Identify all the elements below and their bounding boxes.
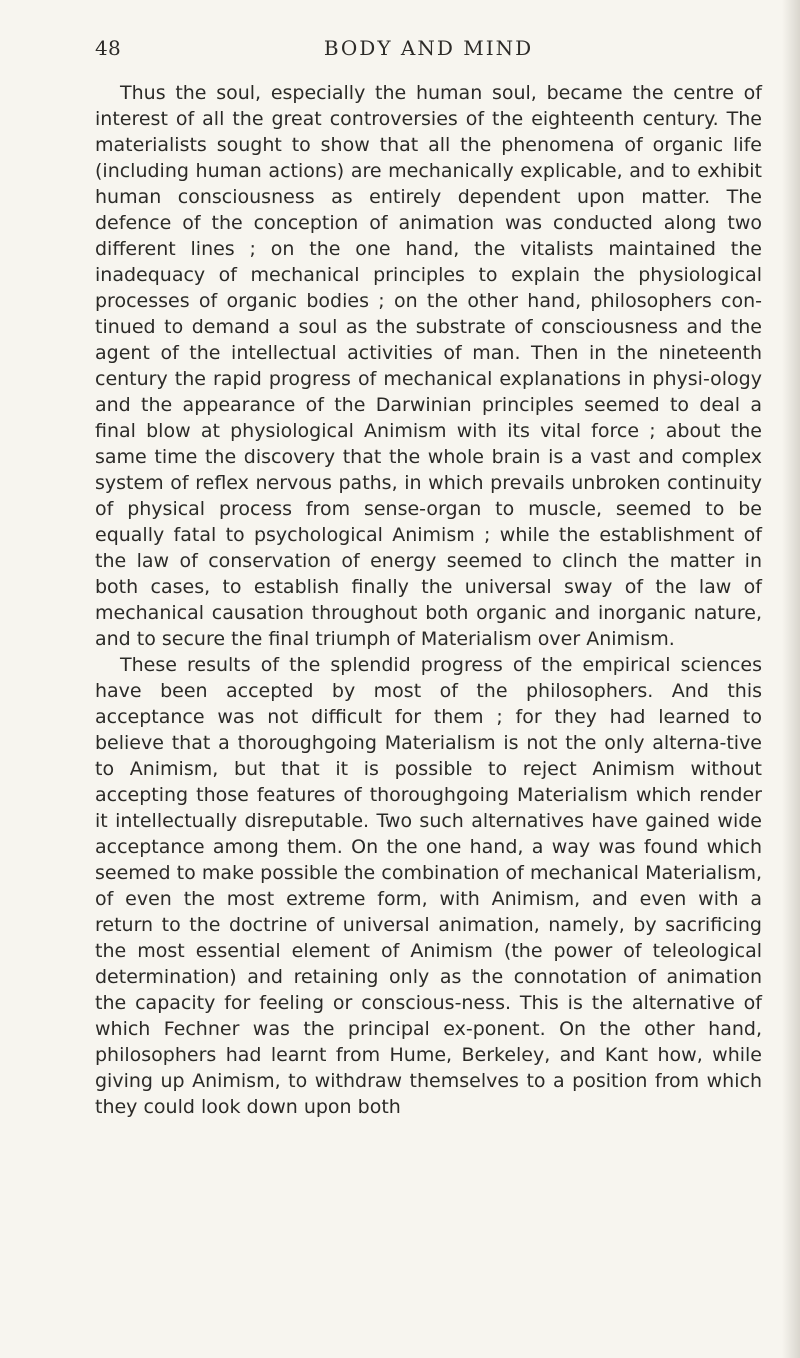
page-number: 48 bbox=[95, 36, 122, 60]
page-header bbox=[95, 32, 762, 66]
page-body bbox=[95, 80, 762, 1120]
paragraph: Thus the soul, especially the human soul, became the centre of interest of all the great controversies of the eighteenth century. The materialists sought to show that all the phenomena of organic life (including human actions) are mechanically explicable, and to exhibit human consciousness as entirely dependent upon matter. The defence of the conception of animation was conducted along two different lines ; on the one hand, the vitalists maintained the inadequacy of mechanical principles to explain the physiological processes of organic bodies ; on the other hand, philosophers con-tinued to demand a soul as the substrate of consciousness and the agent of the intellectual activities of man. Then in the nineteenth century the rapid progress of mechanical explanations in physi-ology and the appearance of the Darwinian principles seemed to deal a final blow at physiological Animism with its vital force ; about the same time the discovery that the whole brain is a vast and complex system of reflex nervous paths, in which prevails unbroken continuity of physical process from sense-organ to muscle, seemed to be equally fatal to psychological Animism ; while the establishment of the law of conservation of energy seemed to clinch the matter in both cases, to establish finally the universal sway of the law of mechanical causation throughout both organic and inorganic nature, and to secure the final triumph of Materialism over Animism. bbox=[95, 82, 762, 650]
paragraph: These results of the splendid progress of the empirical sciences have been accepted by most of the philosophers. And this acceptance was not difficult for them ; for they had learned to believe that a thoroughgoing Materialism is not the only alterna-tive to Animism, but that it is possible to reject Animism without accepting those features of thoroughgoing Materialism which render it intellectually disreputable. Two such alternatives have gained wide acceptance among them. On the one hand, a way was found which seemed to make possible the combination of mechanical Materialism, of even the most extreme form, with Animism, and even with a return to the doctrine of universal animation, namely, by sacrificing the most essential element of Animism (the power of teleological determination) and retaining only as the connotation of animation the capacity for feeling or conscious-ness. This is the alternative of which Fechner was the principal ex-ponent. On the other hand, philosophers had learnt from Hume, Berkeley, and Kant how, while giving up Animism, to withdraw themselves to a position from which they could look down upon both bbox=[95, 654, 762, 1118]
page-edge-shadow bbox=[782, 0, 800, 1358]
running-title: BODY AND MIND bbox=[323, 36, 534, 60]
